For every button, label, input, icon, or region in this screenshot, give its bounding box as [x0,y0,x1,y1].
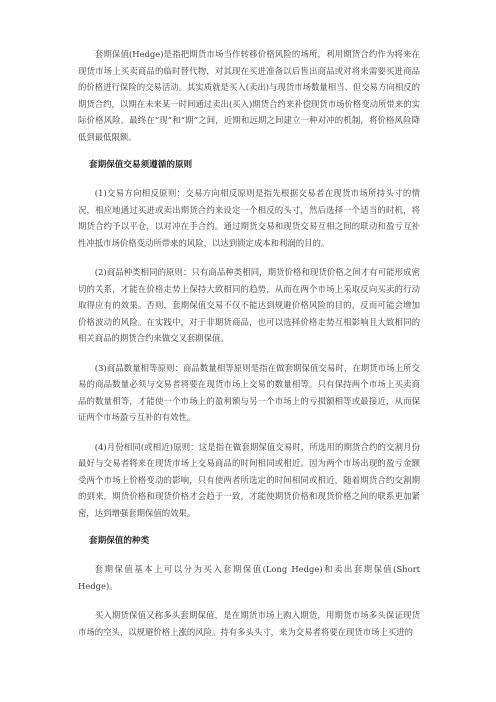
principle-4-paragraph: (4)月份相同(或相近)原则：这是指在做套期保值交易时，所选用的期货合约的交割月份最好与交易者将来在现货市场上交易商品的时间相同或相近。因为两个市场出现的盈亏金额受两个市场上价格变动的影响，只有使两者所选定的时间相同或相近，随着期货合约交割期的到来，期货价格和现货价格才会趋于一致，才能使期货价格和现货价格之间的联系更加紧密，达到增强套期保值的效果。 [78,441,420,518]
long-hedge-paragraph: 买入期货保值又称多头套期保值，是在期货市场上购入期货，用期货市场多头保证现货市场的空头，以规避价格上涨的风险。持有多头头寸，来为交易者将要在现货市场上买进的 [78,610,420,637]
principle-1-paragraph: (1)交易方向相反原则：交易方向相反原则是指先根据交易者在现货市场所持头寸的情况，相应地通过买进或卖出期货合约来设定一个相反的头寸，然后选择一个适当的时机，将期货合约予以平仓，以对冲在手合约。通过期货交易和现货交易互相之间的联动和盈亏互补性冲抵市场价格变动所带来的风险，以达到锁定成本和利润的目的。 [78,188,420,248]
types-heading: 套期保值的种类 [89,536,150,546]
intro-paragraph: 套期保值(Hedge)是指把期货市场当作转移价格风险的场所，利用期货合约作为将来在现货市场上买卖商品的临时替代物，对其现在买进准备以后售出商品或对将来需要买进商品的价格进行保险的交易活动。其实质就是买入(卖出)与现货市场数量相当、但交易方向相反的期货合约，以期在未来某一时间通过卖出(买入)期货合约来补偿现货市场价格变动所带来的实际价格风险。最终在“现”和“期”之间，近期和远期之间建立一种对冲的机制，将价格风险降低到最低限额。 [78,49,420,142]
principles-heading: 套期保值交易须遵循的原则 [89,160,193,170]
principle-2-paragraph: (2)商品种类相同的原则：只有商品种类相同，期货价格和现货价格之间才有可能形成密切的关系，才能在价格走势上保持大致相同的趋势，从而在两个市场上采取反向买卖的行动取得应有的效果。否则，套期保值交易不仅不能达到规避价格风险的目的，反而可能会增加价格波动的风险。在实践中，对于非期货商品，也可以选择价格走势互相影响且大致相同的相关商品的期货合约来做交叉套期保值。 [78,267,420,343]
document-body [78,46,420,653]
types-intro-paragraph: 套期保值基本上可以分为买入套期保值(Long Hedge)和卖出套期保值(Short Hedge)。 [78,564,420,591]
principle-3-paragraph: (3)商品数量相等原则：商品数量相等原则是指在做套期保值交易时，在期货市场上所交易的商品数量必须与交易者将要在现货市场上交易的数量相等。只有保持两个市场上买卖商品的数量相等，才能使一个市场上的盈利额与另一个市场上的亏损额相等或最接近，从而保证两个市场盈亏互补的有效性。 [78,362,420,422]
